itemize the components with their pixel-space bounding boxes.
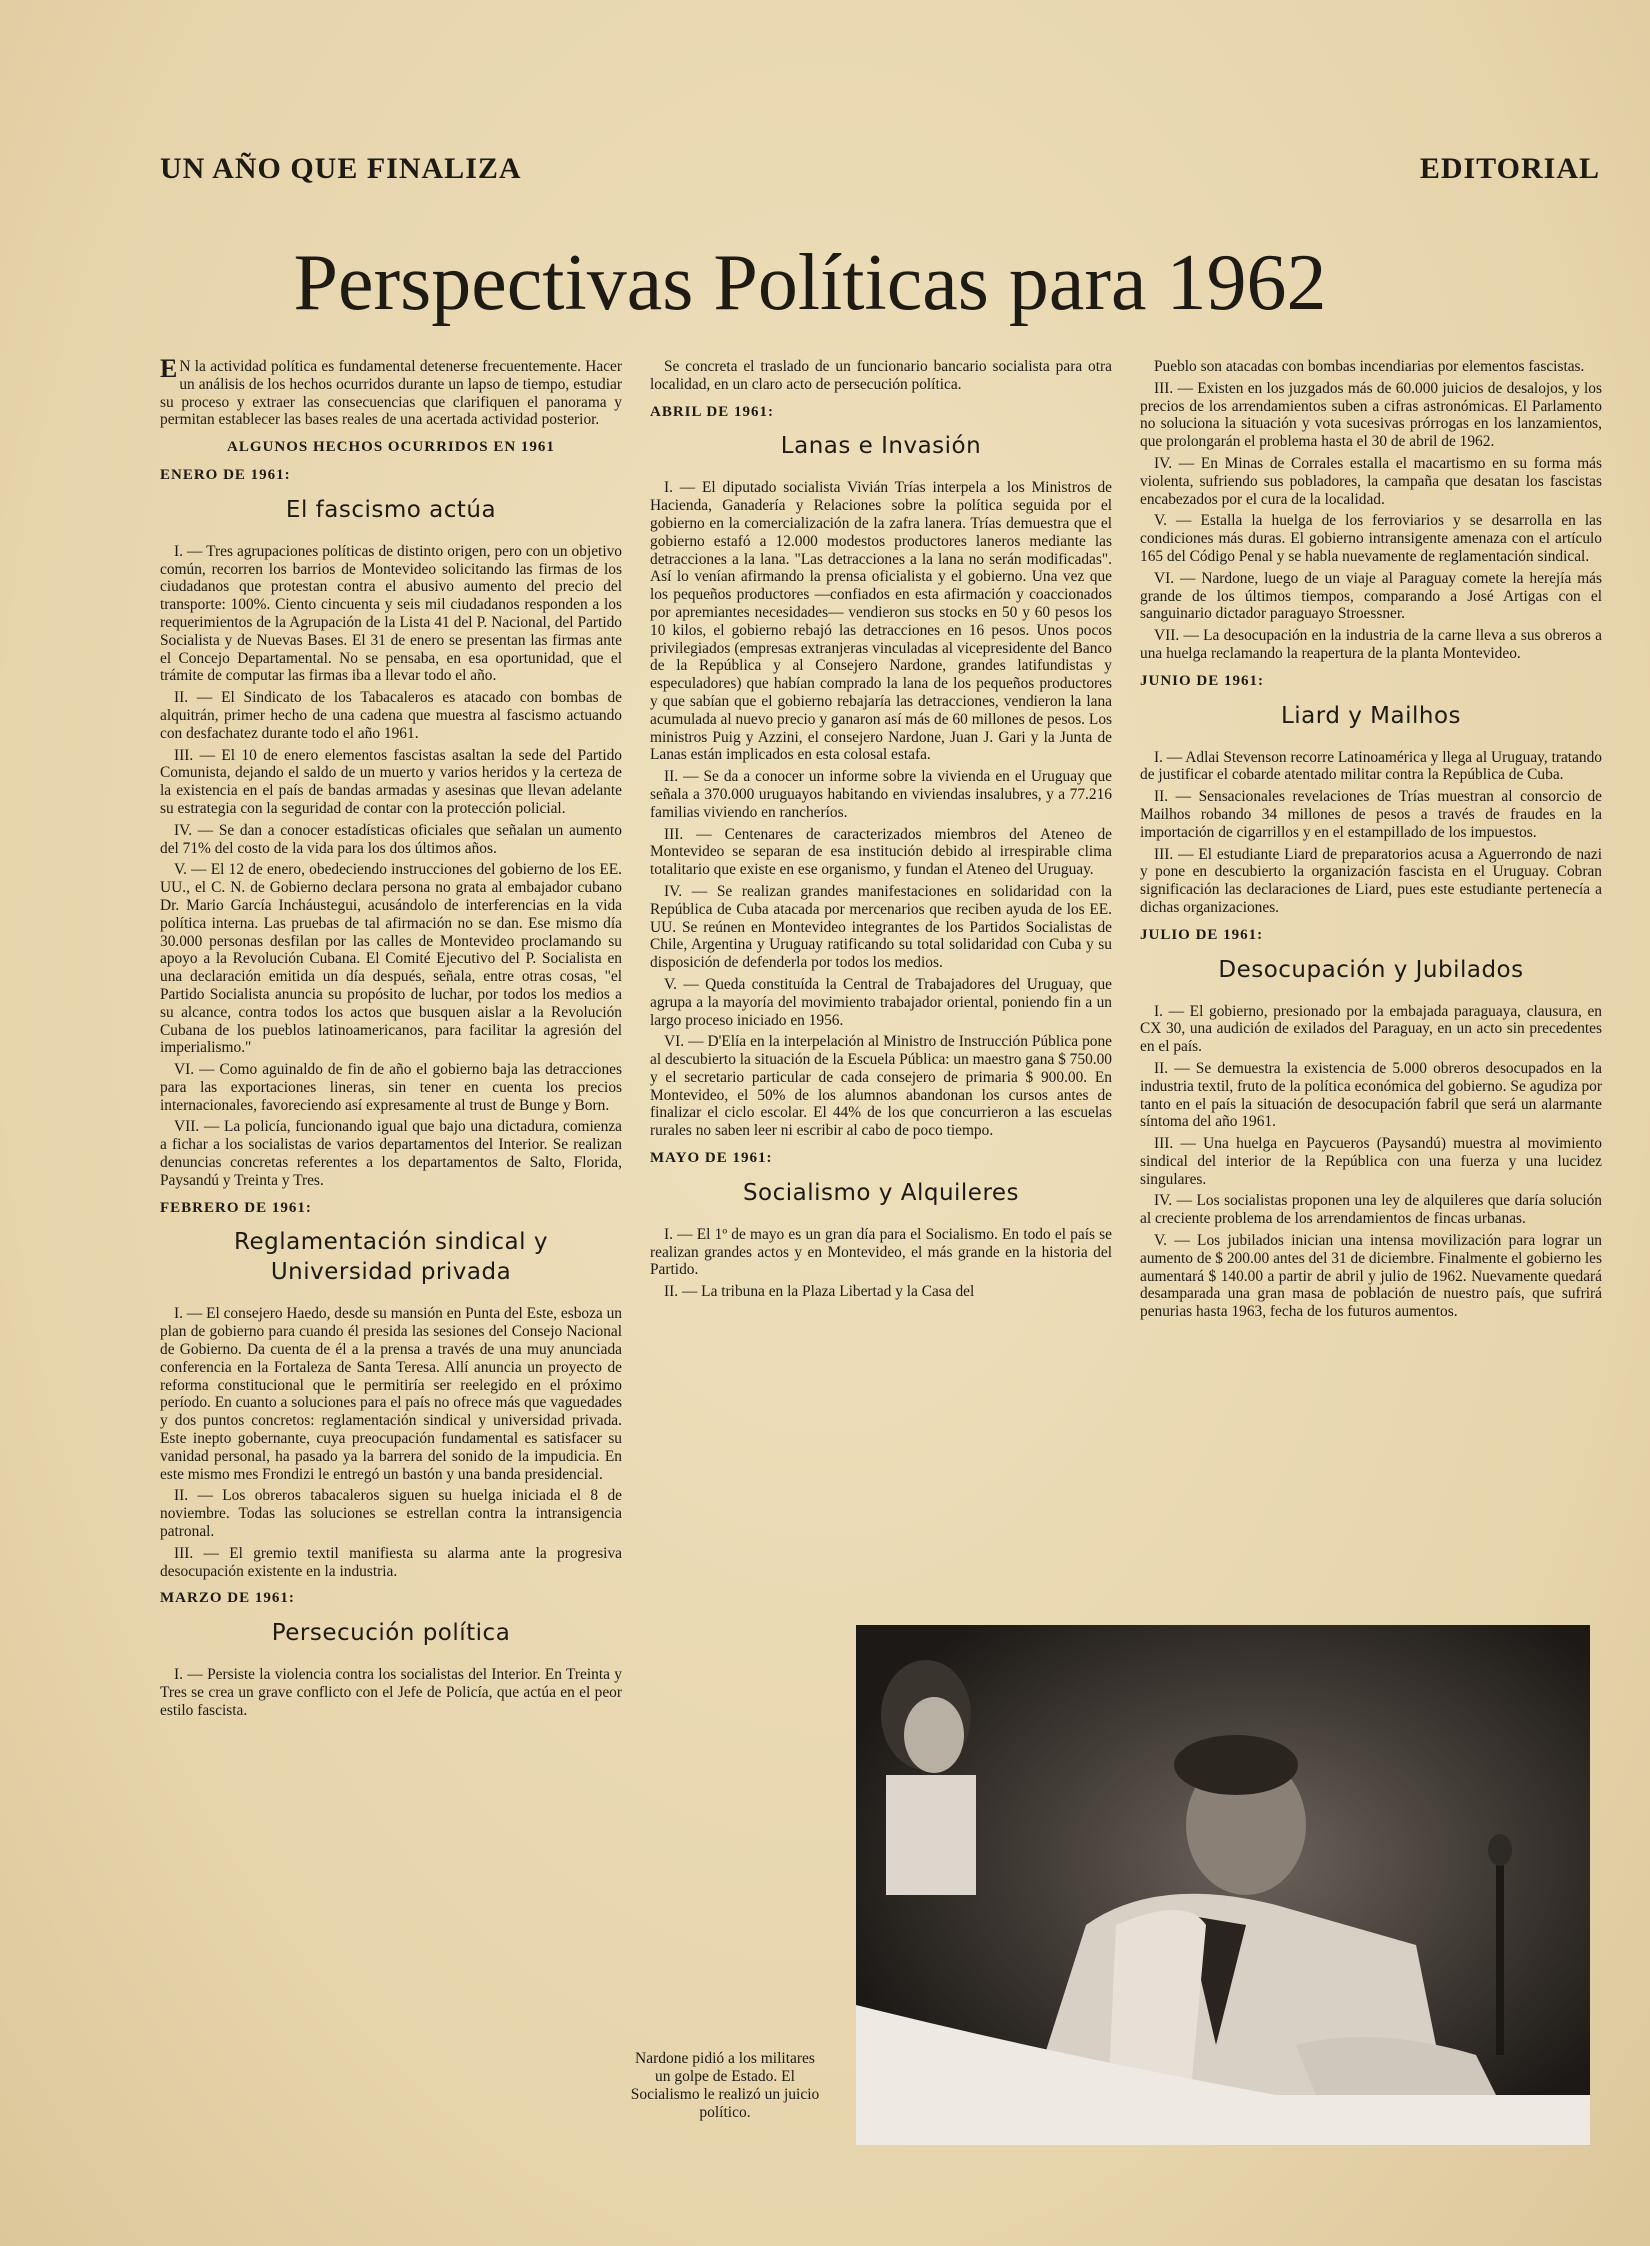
paragraph: IV. — Se realizan grandes manifestaciones en solidaridad con la República de Cuba atacada por mercenarios que reciben ayuda de los EE. UU. Se reúnen en Montevideo integrantes de los Partidos Socialistas de Chile, Argentina y Uruguay ratificando su total solidaridad con Cuba y su disposición de defenderla por todos los medios.	[650, 882, 1112, 972]
title-june: Liard y Mailhos	[1280, 702, 1462, 729]
column-2	[650, 358, 1112, 1305]
title-march: Persecución política	[271, 1620, 511, 1647]
headline: Perspectivas Políticas para 1962	[293, 239, 1327, 327]
label-july: JULIO DE 1961:	[1140, 926, 1264, 943]
label-march: MARZO DE 1961:	[160, 1590, 295, 1607]
paragraph: Se concreta el traslado de un funcionario bancario socialista para otra localidad, en un claro acto de persecución política.	[650, 358, 1112, 393]
label-april: ABRIL DE 1961:	[650, 403, 775, 420]
paragraph: III. — Existen en los juzgados más de 60.000 juicios de desalojos, y los precios de los arrendamientos suben a cifras astronómicas. El Parlamento no soluciona la situación y vota sucesivas prórrogas en los lanzamientos, que prolongarán el problema hasta el 30 de abril de 1962.	[1140, 379, 1602, 451]
paragraph: VII. — La desocupación en la industria de la carne lleva a sus obreros a una huelga reclamando la reapertura de la planta Montevideo.	[1140, 627, 1602, 662]
paragraph: I. — El 1º de mayo es un gran día para el Socialismo. En todo el país se realizan grandes actos y en Montevideo, el más grande en la historia del Partido.	[650, 1225, 1112, 1279]
label-february: FEBRERO DE 1961:	[160, 1199, 312, 1216]
paragraph: VII. — La policía, funcionando igual que bajo una dictadura, comienza a fichar a los socialistas de varios departamentos del Interior. Se realizan denuncias concretas referentes a los departamentos de Salto, Florida, Paysandú y Treinta y Tres.	[160, 1118, 622, 1189]
label-main: ALGUNOS HECHOS OCURRIDOS EN 1961	[227, 439, 555, 456]
paragraph: III. — Centenares de caracterizados miembros del Ateneo de Montevideo se separan de esa institución debido al irrespirable clima totalitario que existe en ese organismo, y fundan el Ateneo del Uruguay.	[650, 825, 1112, 879]
photo-illustration	[856, 1625, 1590, 2145]
paragraph: II. — Los obreros tabacaleros siguen su huelga iniciada el 8 de noviembre. Todas las soluciones se estrellan contra la intransigencia patronal.	[160, 1487, 622, 1541]
title-may: Socialismo y Alquileres	[742, 1179, 1020, 1206]
intro-paragraph: EN la actividad política es fundamental detenerse frecuentemente. Hacer un análisis de los hechos ocurridos durante un lapso de tiempo, estudiar su proceso y extraer las consecuencias que clarifiquen el panorama y permitan establecer las bases reales de una acertada actividad posterior.	[160, 354, 622, 429]
title-february: Reglamentación sindical y Universidad privada	[234, 1229, 548, 1286]
paragraph: VI. — D'Elía en la interpelación al Ministro de Instrucción Pública pone al descubierto la situación de la Escuela Pública: un maestro gana $ 750.00 y el secretario particular de cada consejero de primaria $ 900.00. En Montevideo, el 50% de los alumnos abandonan los cursos antes de finalizar el ciclo escolar. El 44% de los que concurrieron a las escuelas rurales no saben leer ni escribir al cabo de poco tiempo.	[650, 1033, 1113, 1140]
kicker: UN AÑO QUE FINALIZA	[160, 152, 522, 185]
paragraph: V. — Estalla la huelga de los ferroviarios y se desarrolla en las condiciones más duras. El gobierno intransigente amenaza con el artículo 165 del Código Penal y se habla nuevamente de reglamentación sindical.	[1140, 512, 1602, 565]
title-july: Desocupación y Jubilados	[1218, 956, 1524, 983]
paragraph: II. — Se da a conocer un informe sobre la vivienda en el Uruguay que señala a 370.000 uruguayos habitando en viviendas insalubres, y a 77.216 familias viviendo en rancheríos.	[650, 768, 1112, 821]
label-january: ENERO DE 1961:	[160, 466, 291, 483]
paragraph: I. — Adlai Stevenson recorre Latinoamérica y llega al Uruguay, tratando de justificar el cobarde atentado militar contra la República de Cuba.	[1140, 748, 1602, 784]
paragraph: II. — Sensacionales revelaciones de Trías muestran al consorcio de Mailhos robando 34 millones de pesos a través de fraudes en la importación de cigarrillos y en el estampillado de los impuestos.	[1140, 788, 1602, 841]
label-june: JUNIO DE 1961:	[1140, 672, 1265, 689]
paragraph: I. — El consejero Haedo, desde su mansión en Punta del Este, esboza un plan de gobierno para cuando él presida las sesiones del Consejo Nacional de Gobierno. Da cuenta de él a la prensa a través de una muy anunciada conferencia en la Fortaleza de Santa Teresa. Allí anuncia un proyecto de reforma constitucional que le permitiría ser reelegido en el próximo período. En cuanto a soluciones para el país no ofrece más que vaguedades y dos puntos concretos: reglamentación sindical y universidad privada. Este inepto gobernante, cuya preocupación fundamental es satisfacer su vanidad personal, ha pasado ya la barrera del sonido de la impudicia. En este mismo mes Frondizi le entregó un bastón y una banda presidencial.	[160, 1305, 622, 1483]
column-1	[160, 354, 622, 1724]
title-april: Lanas e Invasión	[780, 433, 982, 460]
paragraph: II. — La tribuna en la Plaza Libertad y la Casa del	[664, 1283, 975, 1301]
section-label: EDITORIAL	[1419, 152, 1600, 185]
label-may: MAYO DE 1961:	[650, 1150, 773, 1167]
paragraph: IV. — En Minas de Corrales estalla el macartismo en su forma más violenta, sufriendo sus pobladores, la campaña que desatan los fascistas encabezados por el cura de la localidad.	[1140, 454, 1602, 508]
column-3	[1140, 358, 1602, 1325]
paragraph: I. — El gobierno, presionado por la embajada paraguaya, clausura, en CX 30, una audición de exilados del Paraguay, en un acto sin precedentes en el país.	[1140, 1002, 1602, 1056]
news-photo	[856, 1625, 1590, 2145]
paragraph: VI. — Nardone, luego de un viaje al Paraguay comete la herejía más grande de los últimos tiempos, comparando a José Artigas con el sanguinario dictador paraguayo Stroessner.	[1140, 569, 1602, 623]
paragraph: V. — Queda constituída la Central de Trabajadores del Uruguay, que agrupa a la mayoría del movimiento trabajador oriental, poniendo fin a un largo proceso iniciado en 1956.	[650, 975, 1112, 1029]
paragraph: V. — Los jubilados inician una intensa movilización para lograr un aumento de $ 200.00 antes del 31 de diciembre. Finalmente el gobierno les aumentará $ 140.00 a partir de abril y julio de 1962. Nuevamente quedará desamparada una gran masa de población de nuestro país, que sufrirá penurias hasta 1963, fecha de los futuros aumentos.	[1140, 1232, 1602, 1321]
paragraph: I. — El diputado socialista Vivián Trías interpela a los Ministros de Hacienda, Ganadería y Relaciones sobre la política seguida por el gobierno en la comercialización de la zafra lanera. Trías demuestra que el gobierno estafó a 12.000 modestos productores laneros mediante las detracciones a la lana. "Las detracciones a la lana no serán modificadas". Así lo venían afirmando la prensa oficialista y el gobierno. Una vez que los pequeños productores —confiados en esta afirmación y coaccionados por apremiantes necesidades— vendieron sus stocks en 50 y 60 pesos los 10 kilos, el gobierno rebajó las detracciones en 16 pesos. Unos pocos privilegiados (empresas extranjeras vinculadas al vicepresidente del Banco de la República y al Consejero Nardone, grandes latifundistas y especuladores) que habían comprado la lana de los pequeños productores y que sabían que el gobierno rebajaría las detracciones, vendieron la lana acumulada al nuevo precio y ganaron así más de 60 millones de pesos. Los ministros Puig y Azzini, el consejero Nardone, Juan J. Gari y la Junta de Lanas están implicados en esta colosal estafa.	[650, 479, 1112, 764]
paragraph: V. — El 12 de enero, obedeciendo instrucciones del gobierno de los EE. UU., el C. N. de Gobierno declara persona no grata al embajador cubano Dr. Mario García Incháustegui, acusándolo de interferencias en la vida política interna. Las pruebas de tal afirmación no se dan. Ese mismo día 30.000 personas desfilan por las calles de Montevideo proclamando su apoyo a la Revolución Cubana. El Comité Ejecutivo del P. Socialista en una declaración emitida un día después, señala, entre otras cosas, "el Partido Socialista anuncia su propósito de luchar, por todos los medios a su alcance, contra todos los actos que busquen aislar a la Revolución Cubana de los pueblos latinoamericanos, para facilitar la agresión del imperialismo."	[160, 861, 622, 1057]
paragraph: II. — Se demuestra la existencia de 5.000 obreros desocupados en la industria textil, fruto de la política económica del gobierno. Se agudiza por tanto en el país la situación de desocupación fabril que será un alarmante síntoma del año 1961.	[1140, 1059, 1602, 1131]
title-january: El fascismo actúa	[285, 496, 497, 523]
paragraph: VI. — Como aguinaldo de fin de año el gobierno baja las detracciones para las exportaciones lineras, sin tener en cuenta los precios internacionales, favoreciendo así expresamente al trust de Bunge y Born.	[160, 1061, 622, 1114]
paragraph: IV. — Los socialistas proponen una ley de alquileres que daría solución al creciente problema de los arrendamientos de fincas urbanas.	[1140, 1192, 1602, 1228]
paragraph: III. — El gremio textil manifiesta su alarma ante la progresiva desocupación existente en la industria.	[160, 1544, 622, 1580]
paragraph: II. — El Sindicato de los Tabacaleros es atacado con bombas de alquitrán, primer hecho de una cadena que muestra al fascismo actuando con desfachatez durante todo el año 1961.	[160, 689, 622, 742]
paragraph: IV. — Se dan a conocer estadísticas oficiales que señalan un aumento del 71% del costo de la vida para los dos últimos años.	[160, 821, 622, 857]
paragraph: Pueblo son atacadas con bombas incendiarias por elementos fascistas.	[1154, 358, 1585, 375]
paragraph: III. — Una huelga en Paycueros (Paysandú) muestra al movimiento sindical del interior de la República con una fuerza y una lucidez singulares.	[1140, 1135, 1602, 1188]
paragraph: I. — Tres agrupaciones políticas de distinto origen, pero con un objetivo común, recorren los barrios de Montevideo solicitando las firmas de los ciudadanos que protestan contra el abusivo aumento del precio del transporte: 100%. Ciento cincuenta y seis mil ciudadanos responden a los requerimientos de la Agrupación de la Lista 41 del P. Nacional, del Partido Socialista y de Nuevas Bases. El 31 de enero se presentan las firmas ante el Concejo Departamental. No se pensaba, en esa oportunidad, que el trámite de computar las firmas iba a llevar todo el año.	[160, 542, 622, 685]
paragraph: III. — El 10 de enero elementos fascistas asaltan la sede del Partido Comunista, dejando el saldo de un muerto y varios heridos y la certeza de la existencia en el país de bandas armadas y asesinas que llevan adelante su estrategia con la seguridad de contar con la protección policial.	[160, 746, 622, 817]
paragraph: III. — El estudiante Liard de preparatorios acusa a Aguerrondo de nazi y pone en descubierto la organización fascista en el Uruguay. Cobran significación las declaraciones de Liard, pues este estudiante pertenecía a dichas organizaciones.	[1140, 845, 1602, 916]
photo-caption: Nardone pidió a los militares un golpe de Estado. El Socialismo le realizó un juicio político.	[630, 2050, 820, 2121]
paragraph: I. — Persiste la violencia contra los socialistas del Interior. En Treinta y Tres se crea un grave conflicto con el Jefe de Policía, que actúa en el peor estilo fascista.	[160, 1666, 622, 1719]
